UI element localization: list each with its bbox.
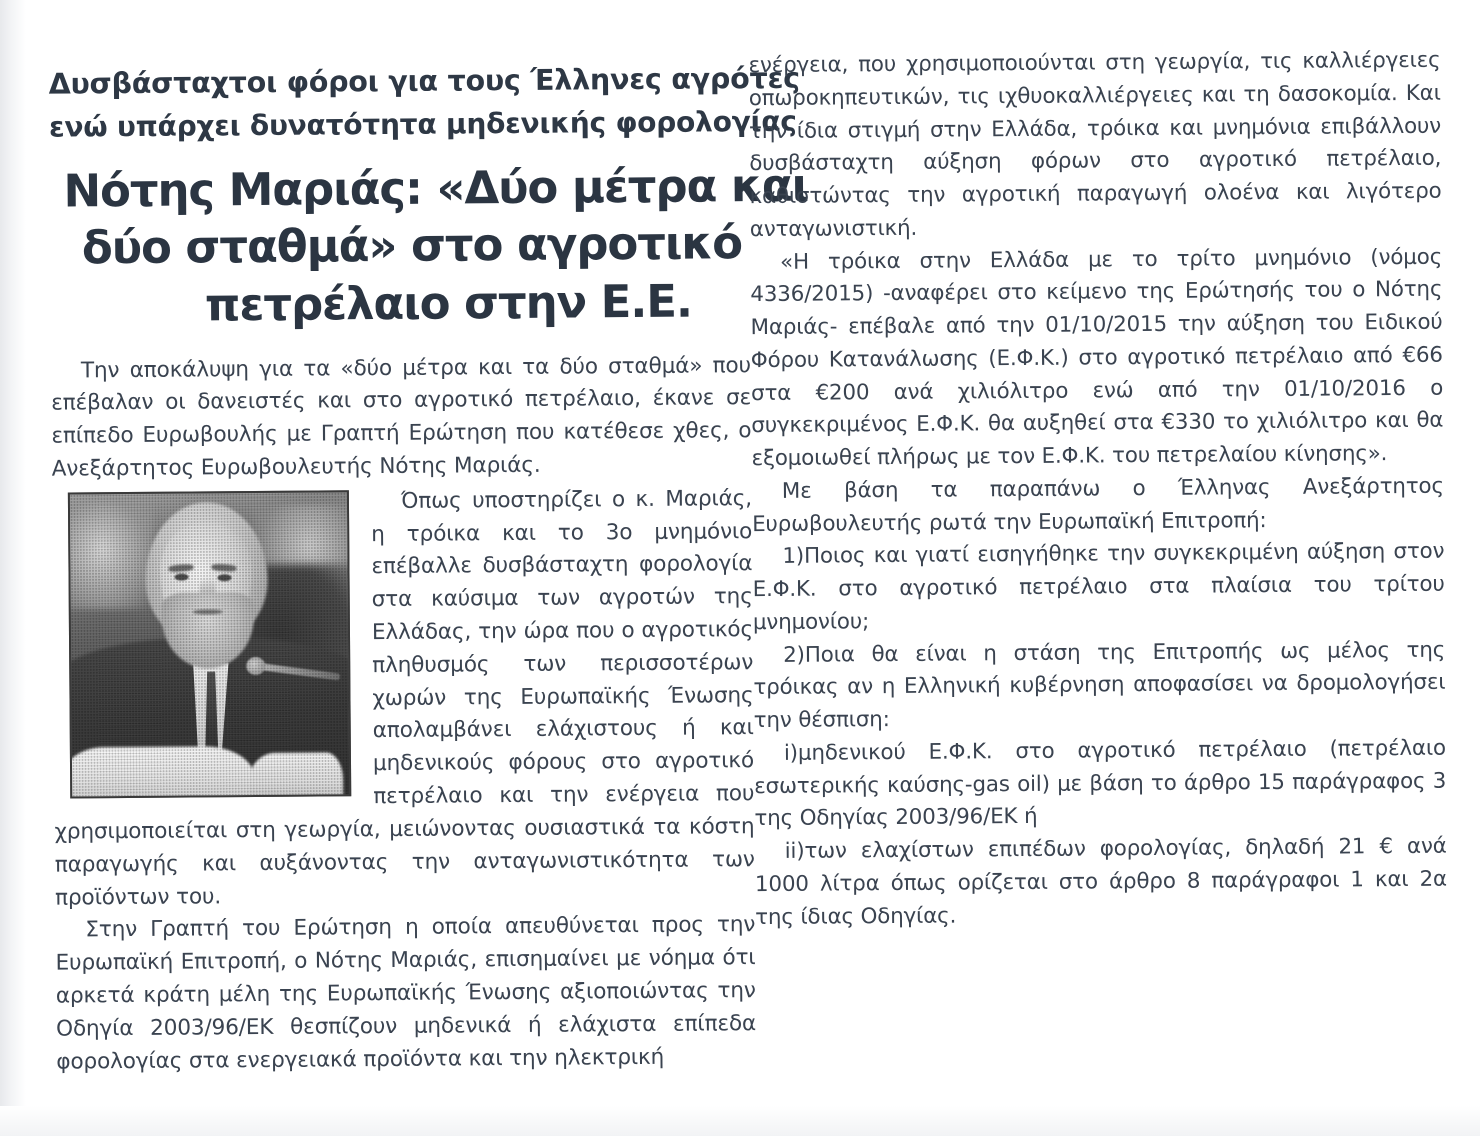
question-item-2: 2)Ποια θα είναι η στάση της Επιτροπής ως μέλος της τρόικας αν η Ελληνική κυβέρνηση αποφασίσει να δρομολογήσει την θέσπιση: bbox=[753, 637, 1446, 734]
kicker bbox=[48, 58, 801, 148]
right-paragraph-2-quote: «Η τρόικα στην Ελλάδα με το τρίτο μνημόνιο (νόμος 4336/2015) -αναφέρει στο κείμενο της Ερώτησής του ο Νότης Μαριάς- επέβαλε από την 01/10/2015 την αύξηση του Ειδικού Φόρου Κατανάλωσης (Ε.Φ.Κ.) στο αγροτικό πετρέλαιο από €66 στα €200 ανά χιλιόλιτρο ενώ από την 01/10/2016 ο συγκεκριμένος Ε.Φ.Κ. θα αυξηθεί στα €330 το χιλιόλιτρο και θα εξομοιωθεί πλήρως με τον Ε.Φ.Κ. του πετρελαίου κίνησης». bbox=[750, 244, 1444, 472]
right-paragraph-1: ενέργεια, που χρησιμοποιούνται στη γεωργία, τις καλλιέργειες οπωροκηπευτικών, τις ιχθυοκαλλιέργειες και τη δασοκομία. Και την ίδια στιγμή στην Ελλάδα, τρόικα και μνημόνια επιβάλλουν δυσβάσταχτη αύξηση φόρων στο αγροτικό πετρέλαιο, καθιστώντας την αγροτική παραγωγή ολοένα και λιγότερο ανταγωνιστική. bbox=[748, 47, 1442, 242]
question-item-1: 1)Ποιος και γιατί εισηγήθηκε την συγκεκριμένη αύξηση στον Ε.Φ.Κ. στο αγροτικό πετρέλαιο στα πλαίσια του τρίτου μνημονίου; bbox=[752, 538, 1445, 635]
article-photo-figure bbox=[68, 490, 351, 798]
sub-item-i: i)μηδενικού Ε.Φ.Κ. στο αγροτικό πετρέλαιο (πετρέλαιο εσωτερικής καύσης-gas oil) με βάση το άρθρο 15 παράγραφος 3 της Οδηγίας 2003/96/ΕΚ ή bbox=[754, 735, 1447, 832]
right-paragraph-3: Με βάση τα παραπάνω ο Έλληνας Ανεξάρτητος Ευρωβουλευτής ρωτά την Ευρωπαϊκή Επιτροπή: bbox=[752, 473, 1444, 537]
headline-line-3: πετρέλαιο στην Ε.Ε. bbox=[204, 274, 693, 332]
lead-paragraph: Την αποκάλυψη για τα «δύο μέτρα και τα δύο σταθμά» που επέβαλαν οι δανειστές και στο αγροτικό πετρέλαιο, έκανε σε επίπεδο Ευρωβουλής με Γραπτή Ερώτηση που κατέθεσε χθες, ο Ανεξάρτητος Ευρωβουλευτής Νότης Μαριάς. bbox=[51, 352, 752, 482]
kicker-line-2: ενώ υπάρχει δυνατότητα μηδενικής φορολογίας bbox=[48, 104, 797, 144]
left-paragraph-3: Στην Γραπτή του Ερώτηση η οποία απευθύνεται προς την Ευρωπαϊκή Επιτροπή, ο Νότης Μαριάς, επισημαίνει με νόημα ότι αρκετά κράτη μέλη της Ευρωπαϊκής Ένωσης αξιοποιώντας την Οδηγία 2003/96/ΕΚ θεσπίζουν μηδενικά ή ελάχιστα επίπεδα φορολογίας στα ενεργειακά προϊόντα και την ηλεκτρική bbox=[55, 912, 757, 1075]
headline-line-1: Νότης Μαριάς: «Δύο μέτρα και bbox=[63, 158, 809, 218]
right-column bbox=[748, 45, 1447, 935]
left-paragraph-2: Όπως υποστηρίζει ο κ. Μαριάς, η τρόικα και το 3ο μνημόνιο επέβαλλε δυσβάσταχτη φορολογία στα καύσιμα των αγροτών της Ελλάδας, την ώρα που ο αγροτικός πληθυσμός των περισσοτέρων χωρών της Ευρωπαϊκής Ένωσης απολαμβάνει ελάχιστους ή και μηδενικούς φόρους στο αγροτικό πετρέλαιο και την ενέργεια που χρησιμοποιείται στη γεωργία, μειώνοντας ουσιαστικά τα κόστη παραγωγής και αυξάνοντας την ανταγωνιστικότητα των προϊόντων του. bbox=[54, 485, 755, 911]
photo-print-grain bbox=[70, 492, 349, 796]
sub-item-ii: ii)των ελαχίστων επιπέδων φορολογίας, δηλαδή 21 € ανά 1000 λίτρα όπως ορίζεται στο άρθρο 8 παράγραφοι 1 και 2α της ίδιας Οδηγίας. bbox=[754, 833, 1448, 930]
page-title bbox=[49, 157, 809, 335]
photo-and-wrapped-text bbox=[52, 483, 755, 915]
left-column bbox=[48, 58, 809, 1079]
portrait-photo bbox=[68, 490, 351, 798]
headline-line-2: δύο σταθμά» στο αγροτικό bbox=[81, 216, 743, 275]
kicker-line-1: Δυσβάσταχτοι φόροι για τους Έλληνες αγρότες bbox=[48, 61, 801, 101]
